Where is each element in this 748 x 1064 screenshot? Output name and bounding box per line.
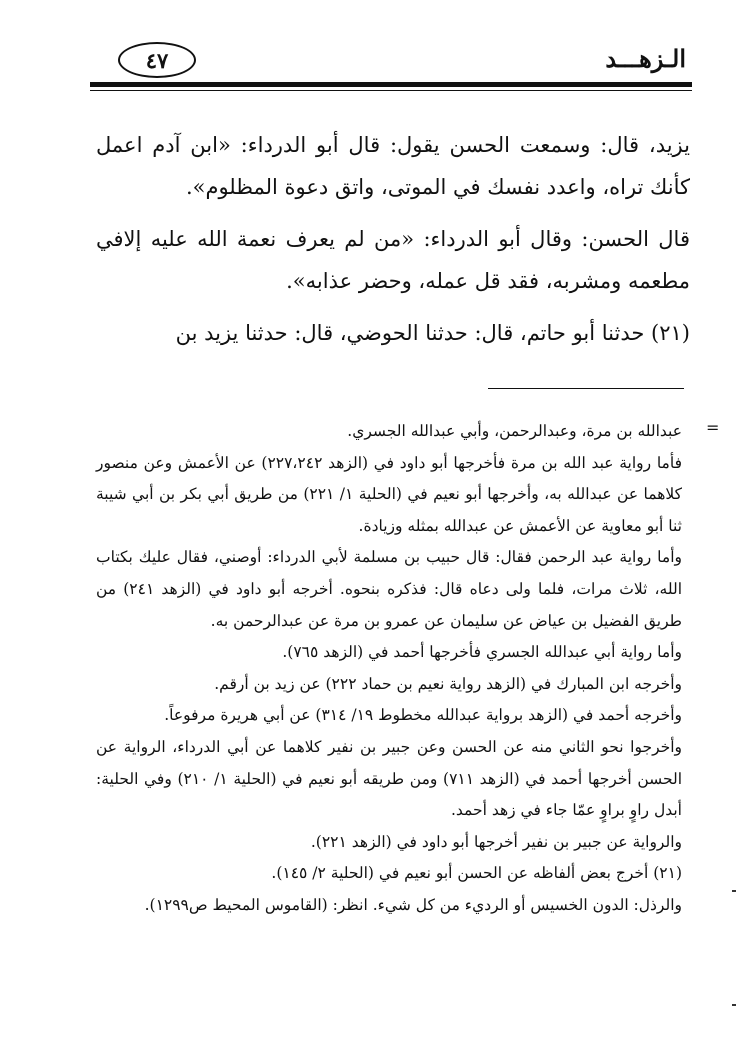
- footnote-line-1: عبدالله بن مرة، وعبدالرحمن، وأبي عبدالله الجسري.: [347, 422, 682, 440]
- page-number: ٤٧: [118, 42, 196, 78]
- footnote-line-9: (٢١) أخرج بعض ألفاظه عن الحسن أبو نعيم في (الحلية ٢/ ١٤٥).: [271, 864, 682, 883]
- header-rule-thin: [90, 90, 692, 91]
- main-text: [96, 124, 690, 354]
- margin-mark: [732, 1004, 736, 1006]
- footnote-line-8: والرواية عن جبير بن نفير أخرجها أبو داود في (الزهد ٢٢١).: [310, 832, 682, 851]
- footnote-line-10: والرذل: الدون الخسيس أو الرديء من كل شيء. انظر: (القاموس المحيط ص١٢٩٩).: [144, 895, 682, 914]
- footnote-line-7: وأخرجوا نحو الثاني منه عن الحسن وعن جبير بن نفير كلاهما عن أبي الدرداء، الرواية عن الحسن أخرجها أحمد في (الزهد ٧١١) ومن طريقه أبو نعيم في (الحلية ١/ ٢١٠) وفي الحلية: أبدل راوٍ براوٍ عمّا جاء في زهد أحمد.: [96, 737, 683, 820]
- page-header: [90, 36, 692, 90]
- footnote-line-5: وأخرجه ابن المبارك في (الزهد رواية نعيم بن حماد ٢٢٢) عن زيد بن أرقم.: [214, 674, 682, 693]
- footnote-continuation-mark: =: [706, 418, 720, 437]
- main-paragraph-2: قال الحسن: وقال أبو الدرداء: «من لم يعرف نعمة الله عليه إلافي مطعمه ومشربه، فقد قل عمله، وحضر عذابه».: [96, 227, 690, 293]
- footnotes: [96, 416, 682, 922]
- main-paragraph-3: (٢١) حدثنا أبو حاتم، قال: حدثنا الحوضي، قال: حدثنا يزيد بن: [175, 321, 690, 345]
- footnote-line-2: فأما رواية عبد الله بن مرة فأخرجها أبو داود في (الزهد ٢٢٧،٢٤٢) عن الأعمش وعن منصور كلاهما عن عبدالله به، وأخرجها أبو نعيم في (الحلية ١/ ٢٢١) من طريق أبي بكر بن أبي شيبة ثنا أبو معاوية عن الأعمش عن عبدالله بمثله وزيادة.: [96, 453, 682, 535]
- main-paragraph-1: يزيد، قال: وسمعت الحسن يقول: قال أبو الدرداء: «ابن آدم اعمل كأنك تراه، واعدد نفسك في الموتى، واتق دعوة المظلوم».: [96, 133, 690, 199]
- footnote-line-3: وأما رواية عبد الرحمن فقال: قال حبيب بن مسلمة لأبي الدرداء: أوصني، فقال عليك بكتاب الله، ثلاث مرات، فلما ولى دعاه قال: فذكره بنحوه. أخرجه أبو داود في (الزهد ٢٤١) من طريق الفضيل بن عياض عن سليمان عن عمرو بن مرة عن عبدالرحمن به.: [96, 548, 683, 630]
- footnote-line-4: وأما رواية أبي عبدالله الجسري فأخرجها أحمد في (الزهد ٧٦٥).: [282, 643, 682, 662]
- running-title: الـزهـــد: [605, 44, 686, 73]
- footnote-separator: [488, 388, 684, 389]
- footnote-line-6: وأخرجه أحمد في (الزهد برواية عبدالله مخطوط ١٩/ ٣١٤) عن أبي هريرة مرفوعاً.: [164, 706, 682, 725]
- margin-mark: [732, 890, 736, 892]
- header-rule-thick: [90, 82, 692, 87]
